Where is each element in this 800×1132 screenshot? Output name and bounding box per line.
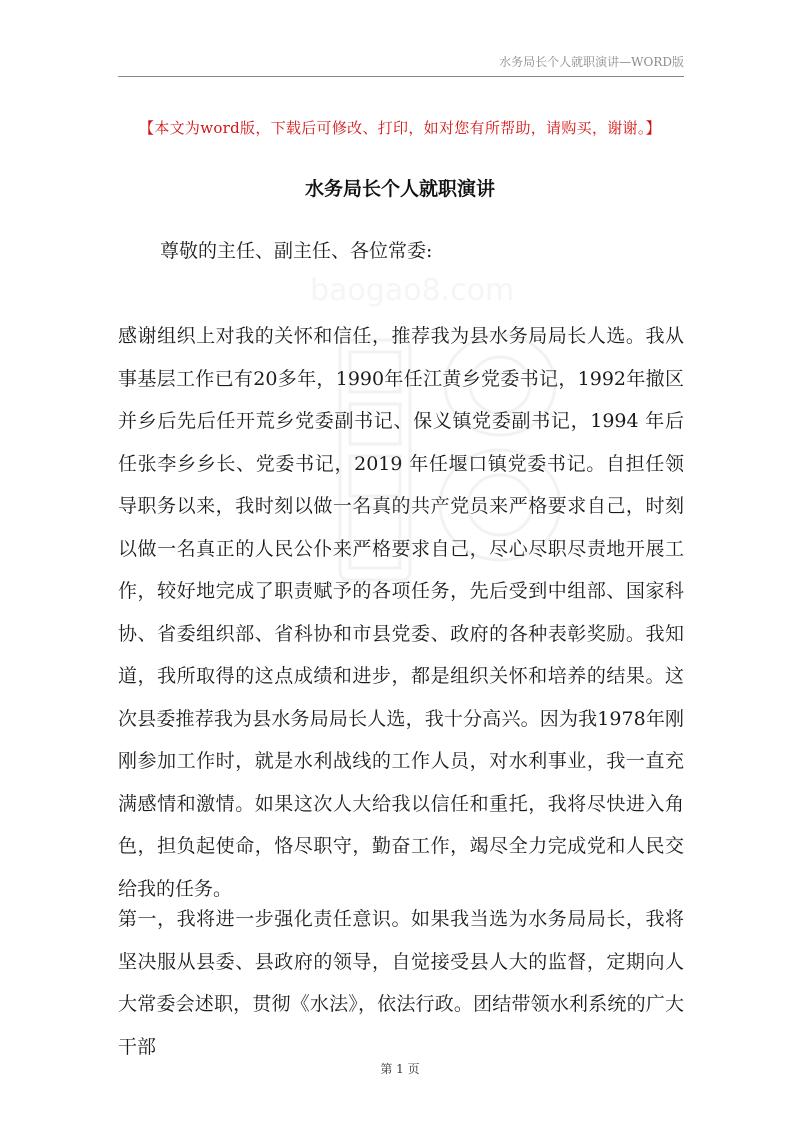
page-footer [0, 1060, 800, 1077]
download-notice: 【本文为word版，下载后可修改、打印，如对您有所帮助，请购买，谢谢。】 [139, 119, 661, 137]
running-header [118, 52, 684, 77]
body-paragraph-1: 感谢组织上对我的关怀和信任，推荐我为县水务局局长人选。我从事基层工作已有20多年，1990年任江黄乡党委书记，1992年撤区并乡后先后任开荒乡党委副书记、保义镇党委副书记，1994 年后任张李乡乡长、党委书记，2019 年任堰口镇党委书记。自担任领导职务以来，我时刻以做一名真的共产党员来严格要求自己，时刻以做一名真正的人民公仆来严格要求自己，尽心尽职尽责地开展工作，较好地完成了职责赋予的各项任务，先后受到中组部、国家科协、省委组织部、省科协和市县党委、政府的各种表彰奖励。我知道，我所取得的这点成绩和进步，都是组织关怀和培养的结果。这次县委推荐我为县水务局局长人选，我十分高兴。因为我1978年刚刚参加工作时，就是水利战线的工作人员，对水利事业，我一直充满感情和激情。如果这次人大给我以信任和重托，我将尽快进入角色，担负起使命，恪尽职守，勤奋工作，竭尽全力完成党和人民交给我的任务。 [118, 325, 684, 900]
page-number: 第 1 页 [380, 1062, 420, 1076]
watermark-text: baogao8.com [310, 273, 515, 308]
body-paragraph-2: 第一，我将进一步强化责任意识。如果我当选为水务局局长，我将坚决服从县委、县政府的领导，自觉接受县人大的监督，定期向人大常委会述职，贯彻《水法》，依法行政。团结带领水利系统的广大干部 [118, 908, 684, 1058]
running-header-title: 水务局长个人就职演讲—WORD版 [499, 55, 684, 69]
document-title: 水务局长个人就职演讲 [304, 178, 495, 200]
greeting-line: 尊敬的主任、副主任、各位常委: [160, 240, 433, 262]
